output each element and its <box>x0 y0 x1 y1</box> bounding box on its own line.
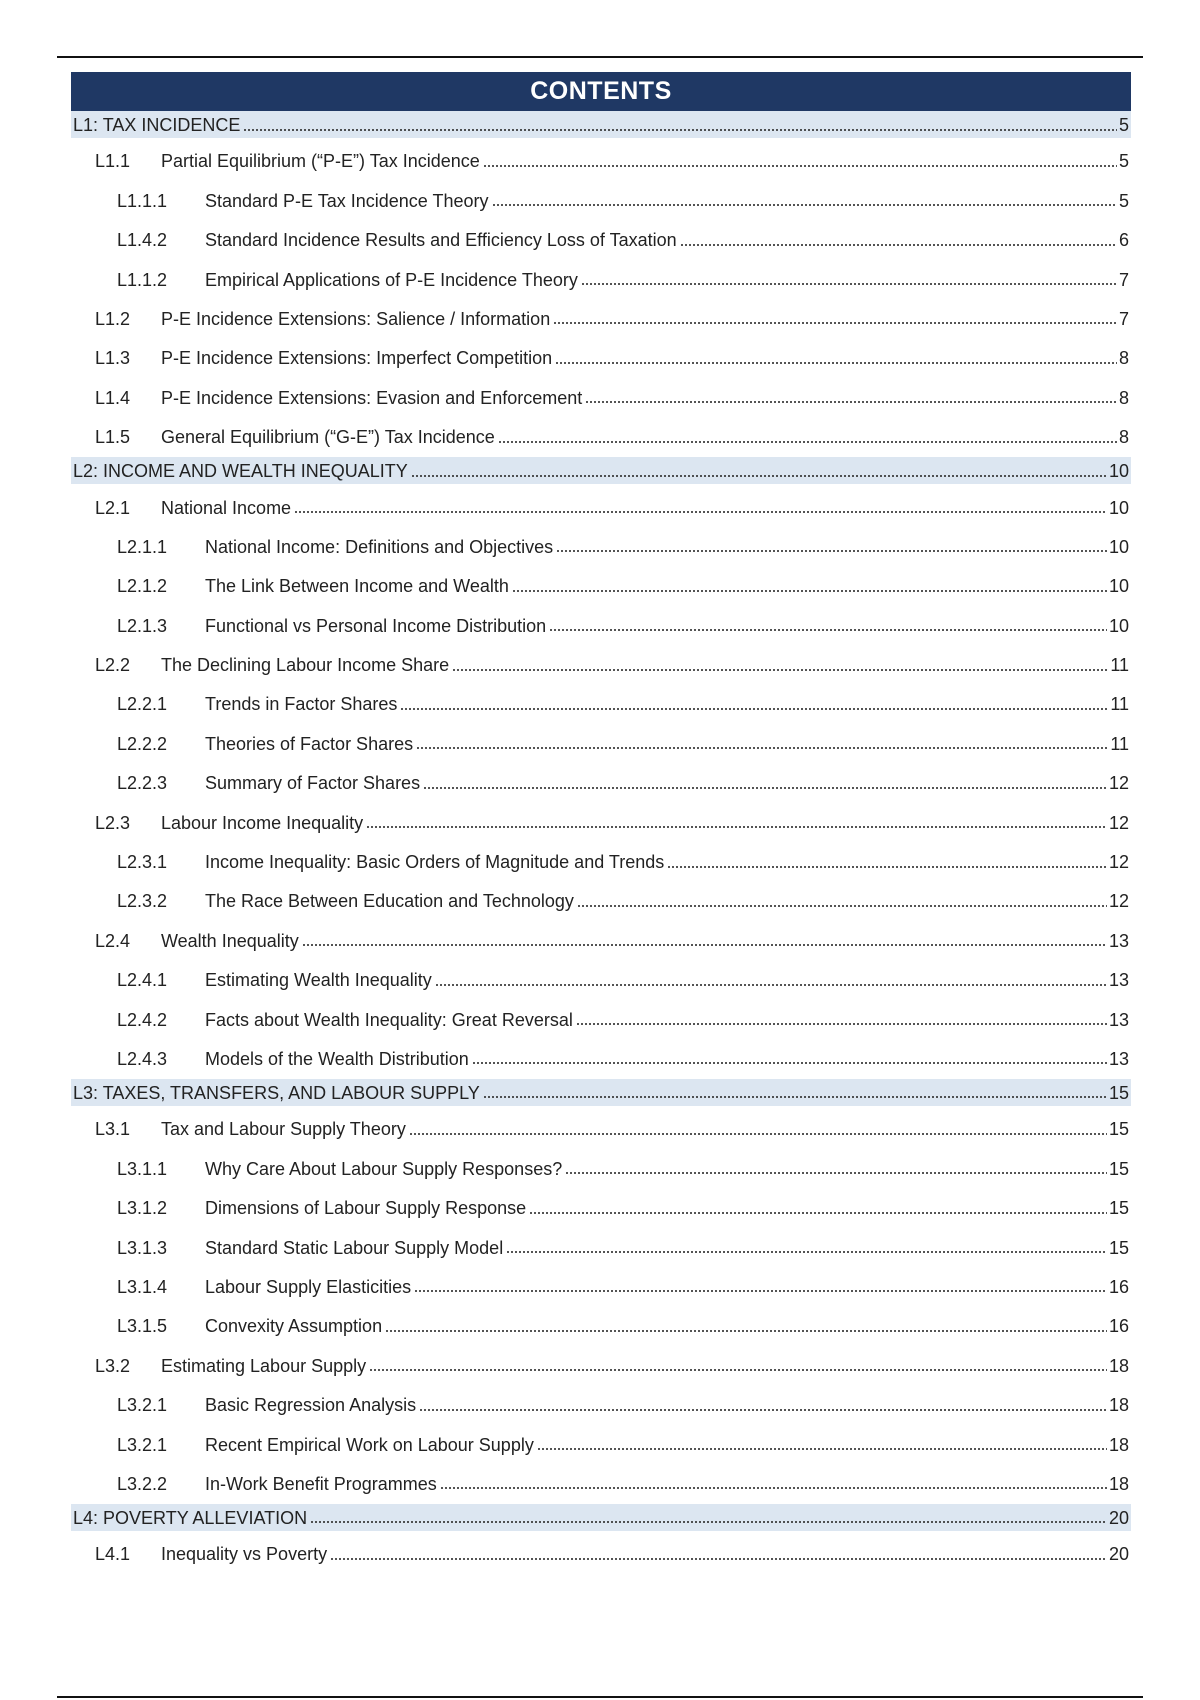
dot-leader <box>565 1171 1107 1176</box>
toc-page-number: 12 <box>1108 891 1129 912</box>
dot-leader <box>549 628 1107 633</box>
toc-page-number: 15 <box>1108 1082 1129 1103</box>
dot-leader <box>243 127 1117 132</box>
toc-page-number: 8 <box>1118 387 1129 408</box>
dot-leader <box>435 982 1107 987</box>
toc-page-number: 10 <box>1108 536 1129 557</box>
toc-entry-title: National Income <box>161 497 292 518</box>
dot-leader <box>680 242 1117 247</box>
toc-entry-title: L4: POVERTY ALLEVIATION <box>73 1507 308 1528</box>
toc-page-number: 6 <box>1118 230 1129 251</box>
bottom-rule <box>57 1696 1143 1698</box>
toc-page-number: 15 <box>1108 1198 1129 1219</box>
toc-entry-number: L2.1.3 <box>117 615 168 636</box>
toc-page-number: 7 <box>1118 308 1129 329</box>
toc-subsection-entry[interactable] <box>71 563 1131 602</box>
toc-entry-number: L2.4.3 <box>117 1048 168 1069</box>
toc-subsection-entry[interactable] <box>71 681 1131 720</box>
toc-chapter-entry[interactable] <box>71 457 1131 484</box>
toc-entry-number: L2.2.2 <box>117 733 168 754</box>
toc-entry-number: L3.1.1 <box>117 1158 168 1179</box>
toc-section-entry[interactable] <box>71 335 1131 374</box>
toc-chapter-entry[interactable] <box>71 1504 1131 1531</box>
top-rule <box>57 56 1143 58</box>
dot-leader <box>512 588 1107 593</box>
toc-section-entry[interactable] <box>71 138 1131 177</box>
toc-entry-title: Models of the Wealth Distribution <box>205 1048 469 1069</box>
toc-entry-number: L2.4.2 <box>117 1009 168 1030</box>
toc-page-number: 5 <box>1118 190 1129 211</box>
toc-entry-number: L3.1.3 <box>117 1237 168 1258</box>
toc-entry-title: Income Inequality: Basic Orders of Magnitude and Trends <box>205 852 665 873</box>
toc-entry-title: Estimating Wealth Inequality <box>205 970 432 991</box>
toc-entry-title: Recent Empirical Work on Labour Supply <box>205 1434 534 1455</box>
toc-subsection-entry[interactable] <box>71 878 1131 917</box>
toc-section-entry[interactable] <box>71 1106 1131 1145</box>
dot-leader <box>416 746 1108 751</box>
dot-leader <box>529 1210 1107 1215</box>
toc-entry-title: Empirical Applications of P-E Incidence Theory <box>205 269 578 290</box>
toc-page-number: 10 <box>1108 576 1129 597</box>
toc-page-number: 15 <box>1108 1119 1129 1140</box>
dot-leader <box>585 400 1117 405</box>
toc-page-number: 18 <box>1108 1473 1129 1494</box>
table-of-contents <box>71 72 1131 1570</box>
toc-page-number: 10 <box>1108 615 1129 636</box>
toc-subsection-entry[interactable] <box>71 1461 1131 1500</box>
toc-subsection-entry[interactable] <box>71 524 1131 563</box>
toc-entry-number: L1.2 <box>95 308 131 329</box>
toc-entry-title: Facts about Wealth Inequality: Great Reversal <box>205 1009 573 1030</box>
toc-entry-title: Convexity Assumption <box>205 1316 383 1337</box>
toc-subsection-entry[interactable] <box>71 217 1131 256</box>
toc-page-number: 15 <box>1108 1158 1129 1179</box>
toc-page-number: 12 <box>1108 852 1129 873</box>
dot-leader <box>577 903 1107 908</box>
toc-entry-number: L2.1.2 <box>117 576 168 597</box>
toc-page-number: 13 <box>1108 970 1129 991</box>
toc-subsection-entry[interactable] <box>71 1303 1131 1342</box>
toc-section-entry[interactable] <box>71 296 1131 335</box>
toc-entry-title: In-Work Benefit Programmes <box>205 1473 437 1494</box>
toc-section-entry[interactable] <box>71 414 1131 453</box>
dot-leader <box>369 1368 1107 1373</box>
toc-subsection-entry[interactable] <box>71 177 1131 216</box>
toc-entry-title: Standard P-E Tax Incidence Theory <box>205 190 489 211</box>
toc-section-entry[interactable] <box>71 642 1131 681</box>
toc-page-number: 18 <box>1108 1395 1129 1416</box>
toc-entry-number: L2.2.3 <box>117 773 168 794</box>
toc-entry-number: L1.4.2 <box>117 230 168 251</box>
toc-entry-number: L3.1.4 <box>117 1276 168 1297</box>
toc-entry-number: L2.3 <box>95 812 131 833</box>
dot-leader <box>452 667 1108 672</box>
dot-leader <box>409 1131 1107 1136</box>
dot-leader <box>419 1407 1107 1412</box>
toc-page-number: 8 <box>1118 427 1129 448</box>
dot-leader <box>385 1328 1107 1333</box>
dot-leader <box>576 1022 1107 1027</box>
toc-entry-title: Why Care About Labour Supply Responses? <box>205 1158 563 1179</box>
toc-entry-number: L1.1 <box>95 151 131 172</box>
toc-entry-title: Wealth Inequality <box>161 930 299 951</box>
toc-subsection-entry[interactable] <box>71 996 1131 1035</box>
toc-page-number: 5 <box>1118 115 1129 135</box>
dot-leader <box>537 1447 1107 1452</box>
toc-entry-number: L3.1 <box>95 1119 131 1140</box>
toc-entry-title: L3: TAXES, TRANSFERS, AND LABOUR SUPPLY <box>73 1082 480 1103</box>
toc-section-entry[interactable] <box>71 799 1131 838</box>
toc-page-number: 12 <box>1108 773 1129 794</box>
toc-entry-number: L1.5 <box>95 427 131 448</box>
contents-heading: CONTENTS <box>71 72 1131 111</box>
toc-entry-number: L3.2.2 <box>117 1473 168 1494</box>
toc-section-entry[interactable] <box>71 484 1131 523</box>
toc-page-number: 13 <box>1108 930 1129 951</box>
toc-entry-title: P-E Incidence Extensions: Salience / Information <box>161 308 551 329</box>
toc-entry-title: The Declining Labour Income Share <box>161 655 450 676</box>
toc-entry-number: L2.4.1 <box>117 970 168 991</box>
toc-entry-title: P-E Incidence Extensions: Imperfect Competition <box>161 348 553 369</box>
toc-section-entry[interactable] <box>71 917 1131 956</box>
dot-leader <box>581 282 1117 287</box>
toc-entry-title: Standard Incidence Results and Efficiency Loss of Taxation <box>205 230 677 251</box>
toc-subsection-entry[interactable] <box>71 1036 1131 1075</box>
toc-subsection-entry[interactable] <box>71 957 1131 996</box>
toc-entry-number: L2.1 <box>95 497 131 518</box>
toc-entry-title: Inequality vs Poverty <box>161 1544 328 1565</box>
dot-leader <box>330 1556 1107 1561</box>
toc-entry-number: L2.1.1 <box>117 536 168 557</box>
toc-entry-title: National Income: Definitions and Objectives <box>205 536 554 557</box>
toc-chapter-entry[interactable] <box>71 111 1131 138</box>
toc-section-entry[interactable] <box>71 1531 1131 1570</box>
dot-leader <box>667 864 1107 869</box>
toc-entry-number: L3.2.1 <box>117 1434 168 1455</box>
toc-entry-number: L1.4 <box>95 387 131 408</box>
toc-page-number: 15 <box>1108 1237 1129 1258</box>
toc-page-number: 18 <box>1108 1355 1129 1376</box>
toc-entry-number: L1.1.2 <box>117 269 168 290</box>
toc-page-number: 18 <box>1108 1434 1129 1455</box>
toc-subsection-entry[interactable] <box>71 720 1131 759</box>
toc-page-number: 13 <box>1108 1048 1129 1069</box>
toc-entry-title: Partial Equilibrium (“P-E”) Tax Incidence <box>161 151 480 172</box>
toc-page-number: 11 <box>1110 655 1129 676</box>
toc-entries <box>71 111 1131 1570</box>
toc-page-number: 20 <box>1108 1544 1129 1565</box>
toc-chapter-entry[interactable] <box>71 1079 1131 1106</box>
toc-entry-number: L3.2 <box>95 1355 131 1376</box>
toc-entry-number: L3.1.5 <box>117 1316 168 1337</box>
toc-entry-title: L2: INCOME AND WEALTH INEQUALITY <box>73 461 408 482</box>
dot-leader <box>498 439 1117 444</box>
toc-entry-title: General Equilibrium (“G-E”) Tax Incidence <box>161 427 495 448</box>
toc-entry-number: L2.4 <box>95 930 131 951</box>
dot-leader <box>400 706 1108 711</box>
toc-entry-title: Estimating Labour Supply <box>161 1355 367 1376</box>
toc-page-number: 13 <box>1108 1009 1129 1030</box>
toc-entry-number: L2.2.1 <box>117 694 168 715</box>
toc-page-number: 7 <box>1118 269 1129 290</box>
toc-page-number: 10 <box>1108 461 1129 482</box>
toc-entry-title: The Link Between Income and Wealth <box>205 576 509 597</box>
toc-entry-title: Labour Income Inequality <box>161 812 364 833</box>
toc-subsection-entry[interactable] <box>71 602 1131 641</box>
dot-leader <box>366 825 1107 830</box>
toc-entry-number: L2.3.2 <box>117 891 168 912</box>
toc-page-number: 12 <box>1108 812 1129 833</box>
dot-leader <box>294 510 1107 515</box>
dot-leader <box>440 1486 1107 1491</box>
toc-subsection-entry[interactable] <box>71 1224 1131 1263</box>
toc-page-number: 11 <box>1110 694 1129 715</box>
toc-entry-number: L3.2.1 <box>117 1395 168 1416</box>
toc-entry-title: Functional vs Personal Income Distribution <box>205 615 547 636</box>
toc-entry-number: L1.3 <box>95 348 131 369</box>
toc-entry-number: L2.2 <box>95 655 131 676</box>
toc-entry-title: Basic Regression Analysis <box>205 1395 417 1416</box>
toc-entry-title: Tax and Labour Supply Theory <box>161 1119 406 1140</box>
toc-entry-number: L4.1 <box>95 1544 131 1565</box>
toc-subsection-entry[interactable] <box>71 1421 1131 1460</box>
dot-leader <box>506 1250 1107 1255</box>
toc-subsection-entry[interactable] <box>71 1145 1131 1184</box>
toc-page-number: 16 <box>1108 1276 1129 1297</box>
toc-entry-number: L1.1.1 <box>117 190 168 211</box>
dot-leader <box>555 360 1117 365</box>
toc-page-number: 10 <box>1108 497 1129 518</box>
toc-page-number: 5 <box>1118 151 1129 172</box>
dot-leader <box>414 1289 1107 1294</box>
toc-page-number: 11 <box>1110 733 1129 754</box>
dot-leader <box>553 321 1117 326</box>
toc-entry-title: Summary of Factor Shares <box>205 773 421 794</box>
toc-section-entry[interactable] <box>71 374 1131 413</box>
dot-leader <box>483 1095 1107 1100</box>
dot-leader <box>310 1520 1107 1525</box>
toc-entry-title: Dimensions of Labour Supply Response <box>205 1198 527 1219</box>
toc-entry-title: Theories of Factor Shares <box>205 733 414 754</box>
toc-entry-number: L2.3.1 <box>117 852 168 873</box>
toc-subsection-entry[interactable] <box>71 1185 1131 1224</box>
toc-entry-title: Labour Supply Elasticities <box>205 1276 412 1297</box>
toc-entry-title: L1: TAX INCIDENCE <box>73 115 241 135</box>
toc-entry-title: Trends in Factor Shares <box>205 694 398 715</box>
dot-leader <box>556 549 1107 554</box>
toc-subsection-entry[interactable] <box>71 256 1131 295</box>
toc-page-number: 16 <box>1108 1316 1129 1337</box>
toc-subsection-entry[interactable] <box>71 1264 1131 1303</box>
toc-entry-title: P-E Incidence Extensions: Evasion and Enforcement <box>161 387 583 408</box>
toc-section-entry[interactable] <box>71 1342 1131 1381</box>
dot-leader <box>492 203 1117 208</box>
toc-entry-number: L3.1.2 <box>117 1198 168 1219</box>
dot-leader <box>423 785 1107 790</box>
dot-leader <box>483 163 1117 168</box>
toc-subsection-entry[interactable] <box>71 1382 1131 1421</box>
toc-page-number: 8 <box>1118 348 1129 369</box>
toc-entry-title: The Race Between Education and Technology <box>205 891 574 912</box>
toc-entry-title: Standard Static Labour Supply Model <box>205 1237 504 1258</box>
toc-subsection-entry[interactable] <box>71 760 1131 799</box>
dot-leader <box>302 943 1107 948</box>
toc-page-number: 20 <box>1108 1507 1129 1528</box>
toc-subsection-entry[interactable] <box>71 839 1131 878</box>
dot-leader <box>472 1061 1107 1066</box>
dot-leader <box>411 473 1107 478</box>
